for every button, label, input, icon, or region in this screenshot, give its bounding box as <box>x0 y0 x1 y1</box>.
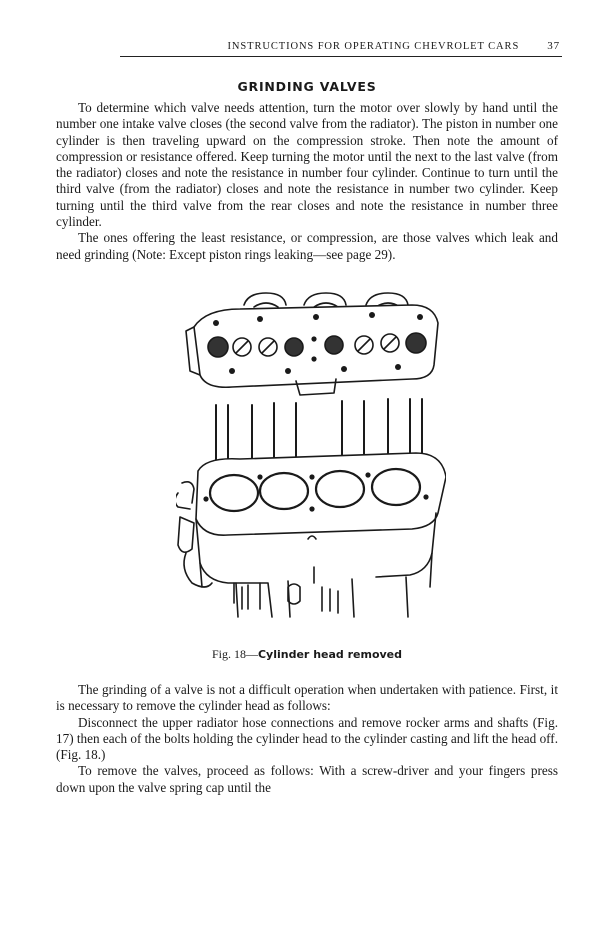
figure-caption <box>56 647 558 662</box>
page-number: 37 <box>547 40 560 52</box>
running-head <box>56 40 562 52</box>
section-heading: GRINDING VALVES <box>237 79 377 94</box>
paragraph-1: To determine which valve needs attention, turn the motor over slowly by hand until the number one intake valve closes (the second valve from the radiator). The piston in number one cylinder is then traveling upward on the compression stroke. Then note the amount of compression or resistance offered. Keep turning the motor until the next to the last valve (from the radiator) closes and note the resistance in number four cylinder. Continue to turn until the third valve (from the radiator) closes and note the resistance in number two cylinder. Keep turning until the third valve from the rear closes and note the resistance in number three cylinder. <box>56 100 558 230</box>
paragraph-4: Disconnect the upper radiator hose connections and remove rocker arms and shafts (Fig. 17) then each of the bolts holding the cylinder head to the cylinder casting and lift the head off. (Fig. 18.) <box>56 714 558 763</box>
figure-title: Cylinder head removed <box>257 647 403 661</box>
figure-number: Fig. 18— <box>211 646 258 661</box>
figure-illustration <box>56 287 558 639</box>
cylinder-head-illustration <box>176 287 446 639</box>
paragraph-2: The ones offering the least resistance, or compression, are those valves which leak and need grinding (Note: Except piston rings leaking—see page 29). <box>56 230 558 262</box>
header-rule <box>120 56 562 57</box>
paragraph-3: The grinding of a valve is not a difficult operation when undertaken with patience. First, it is necessary to remove the cylinder head as follows: <box>56 681 558 714</box>
paragraph-5: To remove the valves, proceed as follows: With a screw-driver and your fingers press down upon the valve spring cap until the <box>56 763 558 795</box>
running-title: INSTRUCTIONS FOR OPERATING CHEVROLET CARS <box>227 41 520 52</box>
